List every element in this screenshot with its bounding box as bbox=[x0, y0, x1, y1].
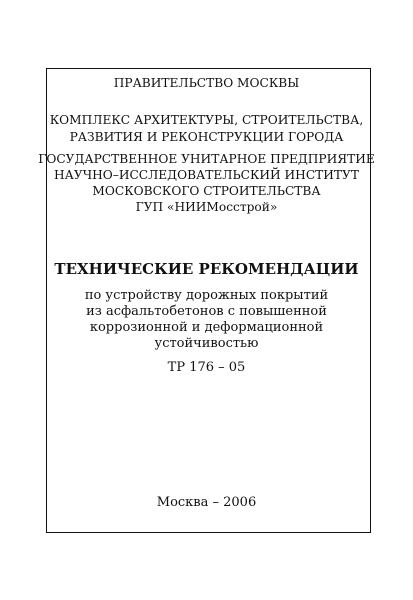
complex-line-1: КОМПЛЕКС АРХИТЕКТУРЫ, СТРОИТЕЛЬСТВА, bbox=[49, 113, 364, 127]
subtitle-line-1: по устройству дорожных покрытий bbox=[84, 288, 329, 303]
subtitle-line-4: устойчивостью bbox=[154, 336, 259, 351]
subtitle-line-2: из асфальтобетонов с повышенной bbox=[86, 304, 327, 319]
enterprise-line-4: ГУП «НИИМосстрой» bbox=[135, 200, 278, 214]
enterprise-line-1: ГОСУДАРСТВЕННОЕ УНИТАРНОЕ ПРЕДПРИЯТИЕ bbox=[38, 152, 375, 166]
document-code: ТР 176 – 05 bbox=[167, 360, 246, 375]
government-name: ПРАВИТЕЛЬСТВО МОСКВЫ bbox=[113, 76, 300, 90]
subtitle-line-3: коррозионной и деформационной bbox=[89, 320, 324, 335]
enterprise-line-2: НАУЧНО–ИССЛЕДОВАТЕЛЬСКИЙ ИНСТИТУТ bbox=[54, 168, 359, 182]
complex-line-2: РАЗВИТИЯ И РЕКОНСТРУКЦИИ ГОРОДА bbox=[69, 130, 344, 144]
document-title: ТЕХНИЧЕСКИЕ РЕКОМЕНДАЦИИ bbox=[54, 260, 359, 278]
place-year: Москва – 2006 bbox=[156, 495, 257, 510]
enterprise-line-3: МОСКОВСКОГО СТРОИТЕЛЬСТВА bbox=[92, 184, 321, 198]
